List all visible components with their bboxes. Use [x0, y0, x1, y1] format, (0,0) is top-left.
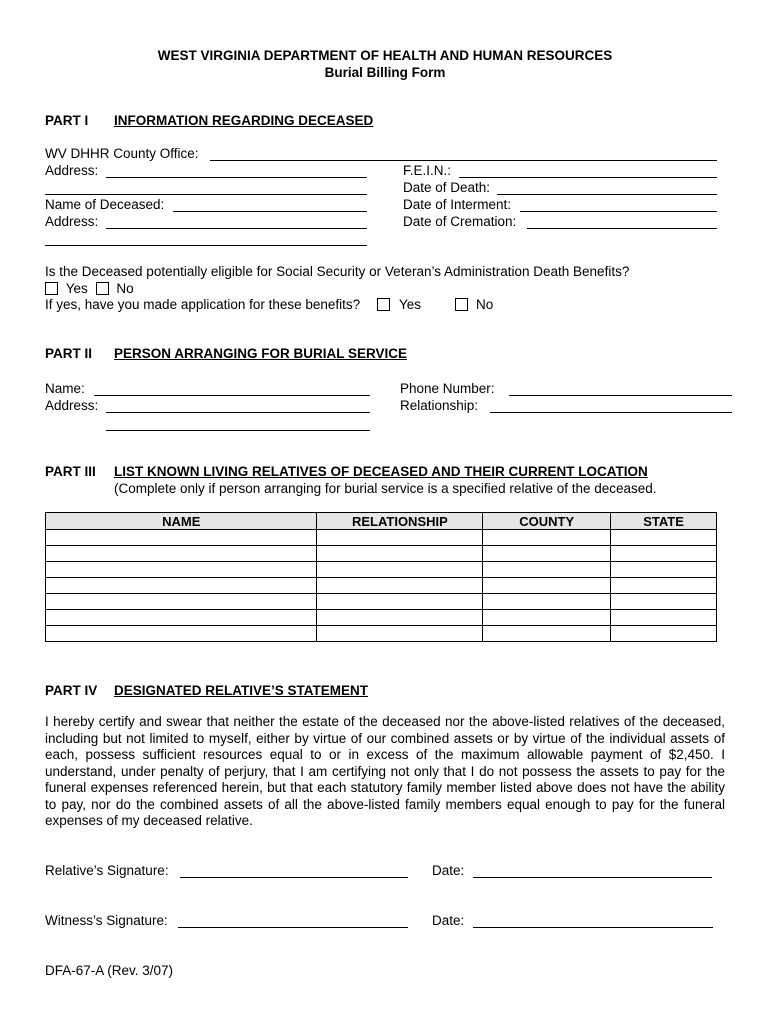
- date-of-cremation-label: Date of Cremation:: [403, 214, 517, 229]
- table-cell[interactable]: [483, 562, 611, 578]
- benefits-no-checkbox[interactable]: [96, 282, 109, 295]
- table-cell[interactable]: [317, 594, 483, 610]
- table-row: [46, 610, 717, 626]
- relative-signature-label: Relative’s Signature:: [45, 863, 169, 878]
- relative-date-label: Date:: [432, 863, 465, 878]
- table-cell[interactable]: [317, 626, 483, 642]
- table-header-row: [46, 513, 717, 530]
- date-of-death-label: Date of Death:: [403, 180, 491, 195]
- table-cell[interactable]: [46, 594, 317, 610]
- table-row: [46, 626, 717, 642]
- table-row: [46, 594, 717, 610]
- table-cell[interactable]: [611, 546, 717, 562]
- address2-field[interactable]: [106, 228, 367, 229]
- form-subtitle: Burial Billing Form: [324, 65, 446, 80]
- table-cell[interactable]: [317, 610, 483, 626]
- application-no-checkbox[interactable]: [455, 298, 468, 311]
- table-row: [46, 578, 717, 594]
- table-cell[interactable]: [611, 626, 717, 642]
- arranger-address-label: Address:: [45, 398, 99, 413]
- part3-note: (Complete only if person arranging for burial service is a specified relative of the deceased.: [114, 481, 657, 496]
- table-cell[interactable]: [483, 610, 611, 626]
- part1-label: PART I: [45, 113, 89, 128]
- arranger-name-label: Name:: [45, 381, 85, 396]
- fein-label: F.E.I.N.:: [403, 163, 452, 178]
- date-of-cremation-field[interactable]: [527, 228, 717, 229]
- relatives-table: [45, 512, 717, 642]
- witness-signature-label: Witness’s Signature:: [45, 913, 168, 928]
- address1-field[interactable]: [106, 177, 367, 178]
- table-cell[interactable]: [483, 594, 611, 610]
- column-header-relationship: RELATIONSHIP: [317, 513, 483, 530]
- table-cell[interactable]: [611, 530, 717, 546]
- name-of-deceased-label: Name of Deceased:: [45, 197, 165, 212]
- relationship-field[interactable]: [490, 412, 732, 413]
- arranger-address-field[interactable]: [106, 412, 370, 413]
- date-of-interment-field[interactable]: [520, 211, 717, 212]
- column-header-state: STATE: [611, 513, 717, 530]
- fein-field[interactable]: [459, 177, 717, 178]
- table-cell[interactable]: [46, 610, 317, 626]
- table-cell[interactable]: [317, 578, 483, 594]
- form-number: DFA-67-A (Rev. 3/07): [45, 963, 174, 978]
- witness-date-label: Date:: [432, 913, 465, 928]
- column-header-county: COUNTY: [483, 513, 611, 530]
- part4-heading: DESIGNATED RELATIVE’S STATEMENT: [114, 683, 369, 698]
- column-header-name: NAME: [46, 513, 317, 530]
- county-office-label: WV DHHR County Office:: [45, 146, 199, 161]
- benefits-yes-checkbox[interactable]: [45, 282, 58, 295]
- table-cell[interactable]: [483, 626, 611, 642]
- table-cell[interactable]: [46, 546, 317, 562]
- date-of-death-field[interactable]: [497, 194, 717, 195]
- part4-label: PART IV: [45, 683, 98, 698]
- witness-signature-field[interactable]: [178, 927, 408, 928]
- application-followup: If yes, have you made application for these benefits?: [45, 297, 361, 312]
- address2-label: Address:: [45, 214, 99, 229]
- relative-signature-field[interactable]: [180, 877, 408, 878]
- phone-label: Phone Number:: [400, 381, 495, 396]
- application-yes-label: Yes: [399, 297, 422, 312]
- table-cell[interactable]: [317, 546, 483, 562]
- certification-statement: I hereby certify and swear that neither the estate of the deceased nor the above-listed relatives of the deceased, including but not limited to myself, either by virtue of our combined assets or by virtue of the individual assets of each, possess sufficient resources equal to or in excess of the maximum allowable payment of $2,450. I understand, under penalty of perjury, that I am certifying not only that I do not possess the assets to pay for the funeral expenses referenced herein, but that each statutory family member listed above does not have the ability to pay, nor do the combined assets of all the above-listed family members equal enough to pay for the funeral expenses of my deceased relative.: [45, 714, 725, 828]
- table-cell[interactable]: [483, 546, 611, 562]
- arranger-name-field[interactable]: [94, 395, 370, 396]
- benefits-options: [45, 281, 134, 296]
- phone-field[interactable]: [509, 395, 732, 396]
- date-of-interment-label: Date of Interment:: [403, 197, 512, 212]
- application-no-label: No: [476, 297, 494, 312]
- table-cell[interactable]: [611, 578, 717, 594]
- table-cell[interactable]: [483, 578, 611, 594]
- table-cell[interactable]: [317, 562, 483, 578]
- address1-line2-field[interactable]: [45, 194, 367, 195]
- table-cell[interactable]: [46, 626, 317, 642]
- table-cell[interactable]: [317, 530, 483, 546]
- table-cell[interactable]: [46, 530, 317, 546]
- part3-heading: LIST KNOWN LIVING RELATIVES OF DECEASED AND THEIR CURRENT LOCATION: [114, 464, 648, 479]
- table-cell[interactable]: [46, 578, 317, 594]
- table-cell[interactable]: [611, 594, 717, 610]
- relationship-label: Relationship:: [400, 398, 479, 413]
- benefits-yes-label: Yes: [65, 281, 88, 296]
- address1-label: Address:: [45, 163, 99, 178]
- address2-line2-field[interactable]: [45, 245, 367, 246]
- part2-heading: PERSON ARRANGING FOR BURIAL SERVICE: [114, 346, 408, 361]
- witness-date-field[interactable]: [473, 927, 713, 928]
- part3-label: PART III: [45, 464, 96, 479]
- benefits-question: Is the Deceased potentially eligible for Social Security or Veteran’s Administration Death Benefits?: [45, 264, 630, 279]
- arranger-address-line2-field[interactable]: [106, 430, 370, 431]
- table-cell[interactable]: [611, 610, 717, 626]
- table-row: [46, 530, 717, 546]
- table-cell[interactable]: [611, 562, 717, 578]
- part1-heading: INFORMATION REGARDING DECEASED: [114, 113, 374, 128]
- application-yes-checkbox[interactable]: [377, 298, 390, 311]
- name-of-deceased-field[interactable]: [173, 211, 367, 212]
- county-office-field[interactable]: [210, 160, 717, 161]
- table-row: [46, 562, 717, 578]
- relative-date-field[interactable]: [473, 877, 712, 878]
- table-row: [46, 546, 717, 562]
- table-cell[interactable]: [46, 562, 317, 578]
- form-title: WEST VIRGINIA DEPARTMENT OF HEALTH AND HUMAN RESOURCES: [157, 48, 613, 63]
- table-cell[interactable]: [483, 530, 611, 546]
- benefits-no-label: No: [116, 281, 134, 296]
- part2-label: PART II: [45, 346, 92, 361]
